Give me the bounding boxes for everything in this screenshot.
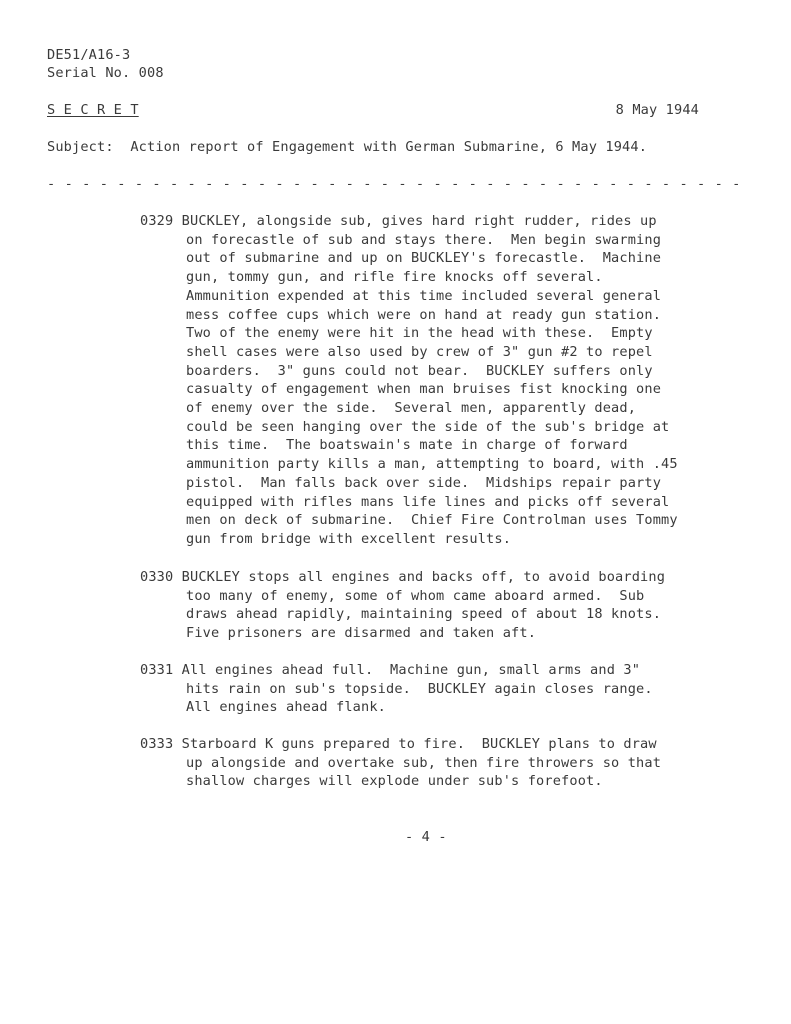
log-entry-0331	[140, 661, 750, 717]
entry-line: of enemy over the side. Several men, apparently dead,	[186, 400, 637, 417]
entry-line: this time. The boatswain's mate in charge of forward	[186, 437, 628, 454]
entry-line: 0331 All engines ahead full. Machine gun, small arms and 3"	[140, 662, 641, 678]
document-date: 8 May 1944	[615, 102, 699, 118]
classification-text: S E C R E T	[47, 102, 139, 118]
entry-line: 0330 BUCKLEY stops all engines and backs off, to avoid boarding	[140, 569, 666, 585]
entry-line: out of submarine and up on BUCKLEY's forecastle. Machine	[186, 250, 662, 267]
entry-line: pistol. Man falls back over side. Midships repair party	[186, 474, 662, 491]
entry-line: gun, tommy gun, and rifle fire knocks off several.	[186, 269, 603, 286]
entry-line: Ammunition expended at this time included several general	[186, 287, 662, 304]
log-entry-0329	[140, 212, 750, 549]
entry-line: Two of the enemy were hit in the head with these. Empty	[186, 325, 653, 342]
entry-line: men on deck of submarine. Chief Fire Controlman uses Tommy	[186, 512, 678, 529]
file-reference: DE51/A16-3	[47, 47, 131, 63]
page-number: - 4 -	[405, 829, 447, 845]
entry-line: ammunition party kills a man, attempting to board, with .45	[186, 456, 678, 473]
entry-line: draws ahead rapidly, maintaining speed of about 18 knots.	[186, 606, 662, 623]
subject-line: Subject: Action report of Engagement with German Submarine, 6 May 1944.	[47, 139, 648, 155]
entry-line: casualty of engagement when man bruises fist knocking one	[186, 381, 662, 398]
entry-line: could be seen hanging over the side of the sub's bridge at	[186, 418, 670, 435]
entry-line: shell cases were also used by crew of 3" gun #2 to repel	[186, 343, 653, 360]
log-entry-0330	[140, 568, 750, 643]
divider-line: - - - - - - - - - - - - - - - - - - - - - - - - - - - - - - - - - - - - - - - -	[47, 176, 741, 192]
entry-line: hits rain on sub's topside. BUCKLEY again closes range.	[186, 680, 653, 697]
entry-line: All engines ahead flank.	[186, 699, 387, 716]
entry-line: 0333 Starboard K guns prepared to fire. BUCKLEY plans to draw	[140, 736, 657, 752]
entry-line: too many of enemy, some of whom came aboard armed. Sub	[186, 587, 645, 604]
serial-number: Serial No. 008	[47, 65, 164, 81]
entry-line: Five prisoners are disarmed and taken aft.	[186, 625, 537, 642]
entry-line: mess coffee cups which were on hand at ready gun station.	[186, 306, 662, 323]
entry-line: equipped with rifles mans life lines and picks off several	[186, 493, 670, 510]
entry-line: up alongside and overtake sub, then fire throwers so that	[186, 754, 662, 771]
entry-line: gun from bridge with excellent results.	[186, 530, 512, 547]
entry-line: boarders. 3" guns could not bear. BUCKLEY suffers only	[186, 362, 653, 379]
entry-line: on forecastle of sub and stays there. Men begin swarming	[186, 231, 662, 248]
entry-line: 0329 BUCKLEY, alongside sub, gives hard right rudder, rides up	[140, 213, 657, 229]
classification-marking	[47, 101, 139, 120]
entry-line: shallow charges will explode under sub's forefoot.	[186, 773, 603, 790]
log-entry-0333	[140, 735, 750, 791]
